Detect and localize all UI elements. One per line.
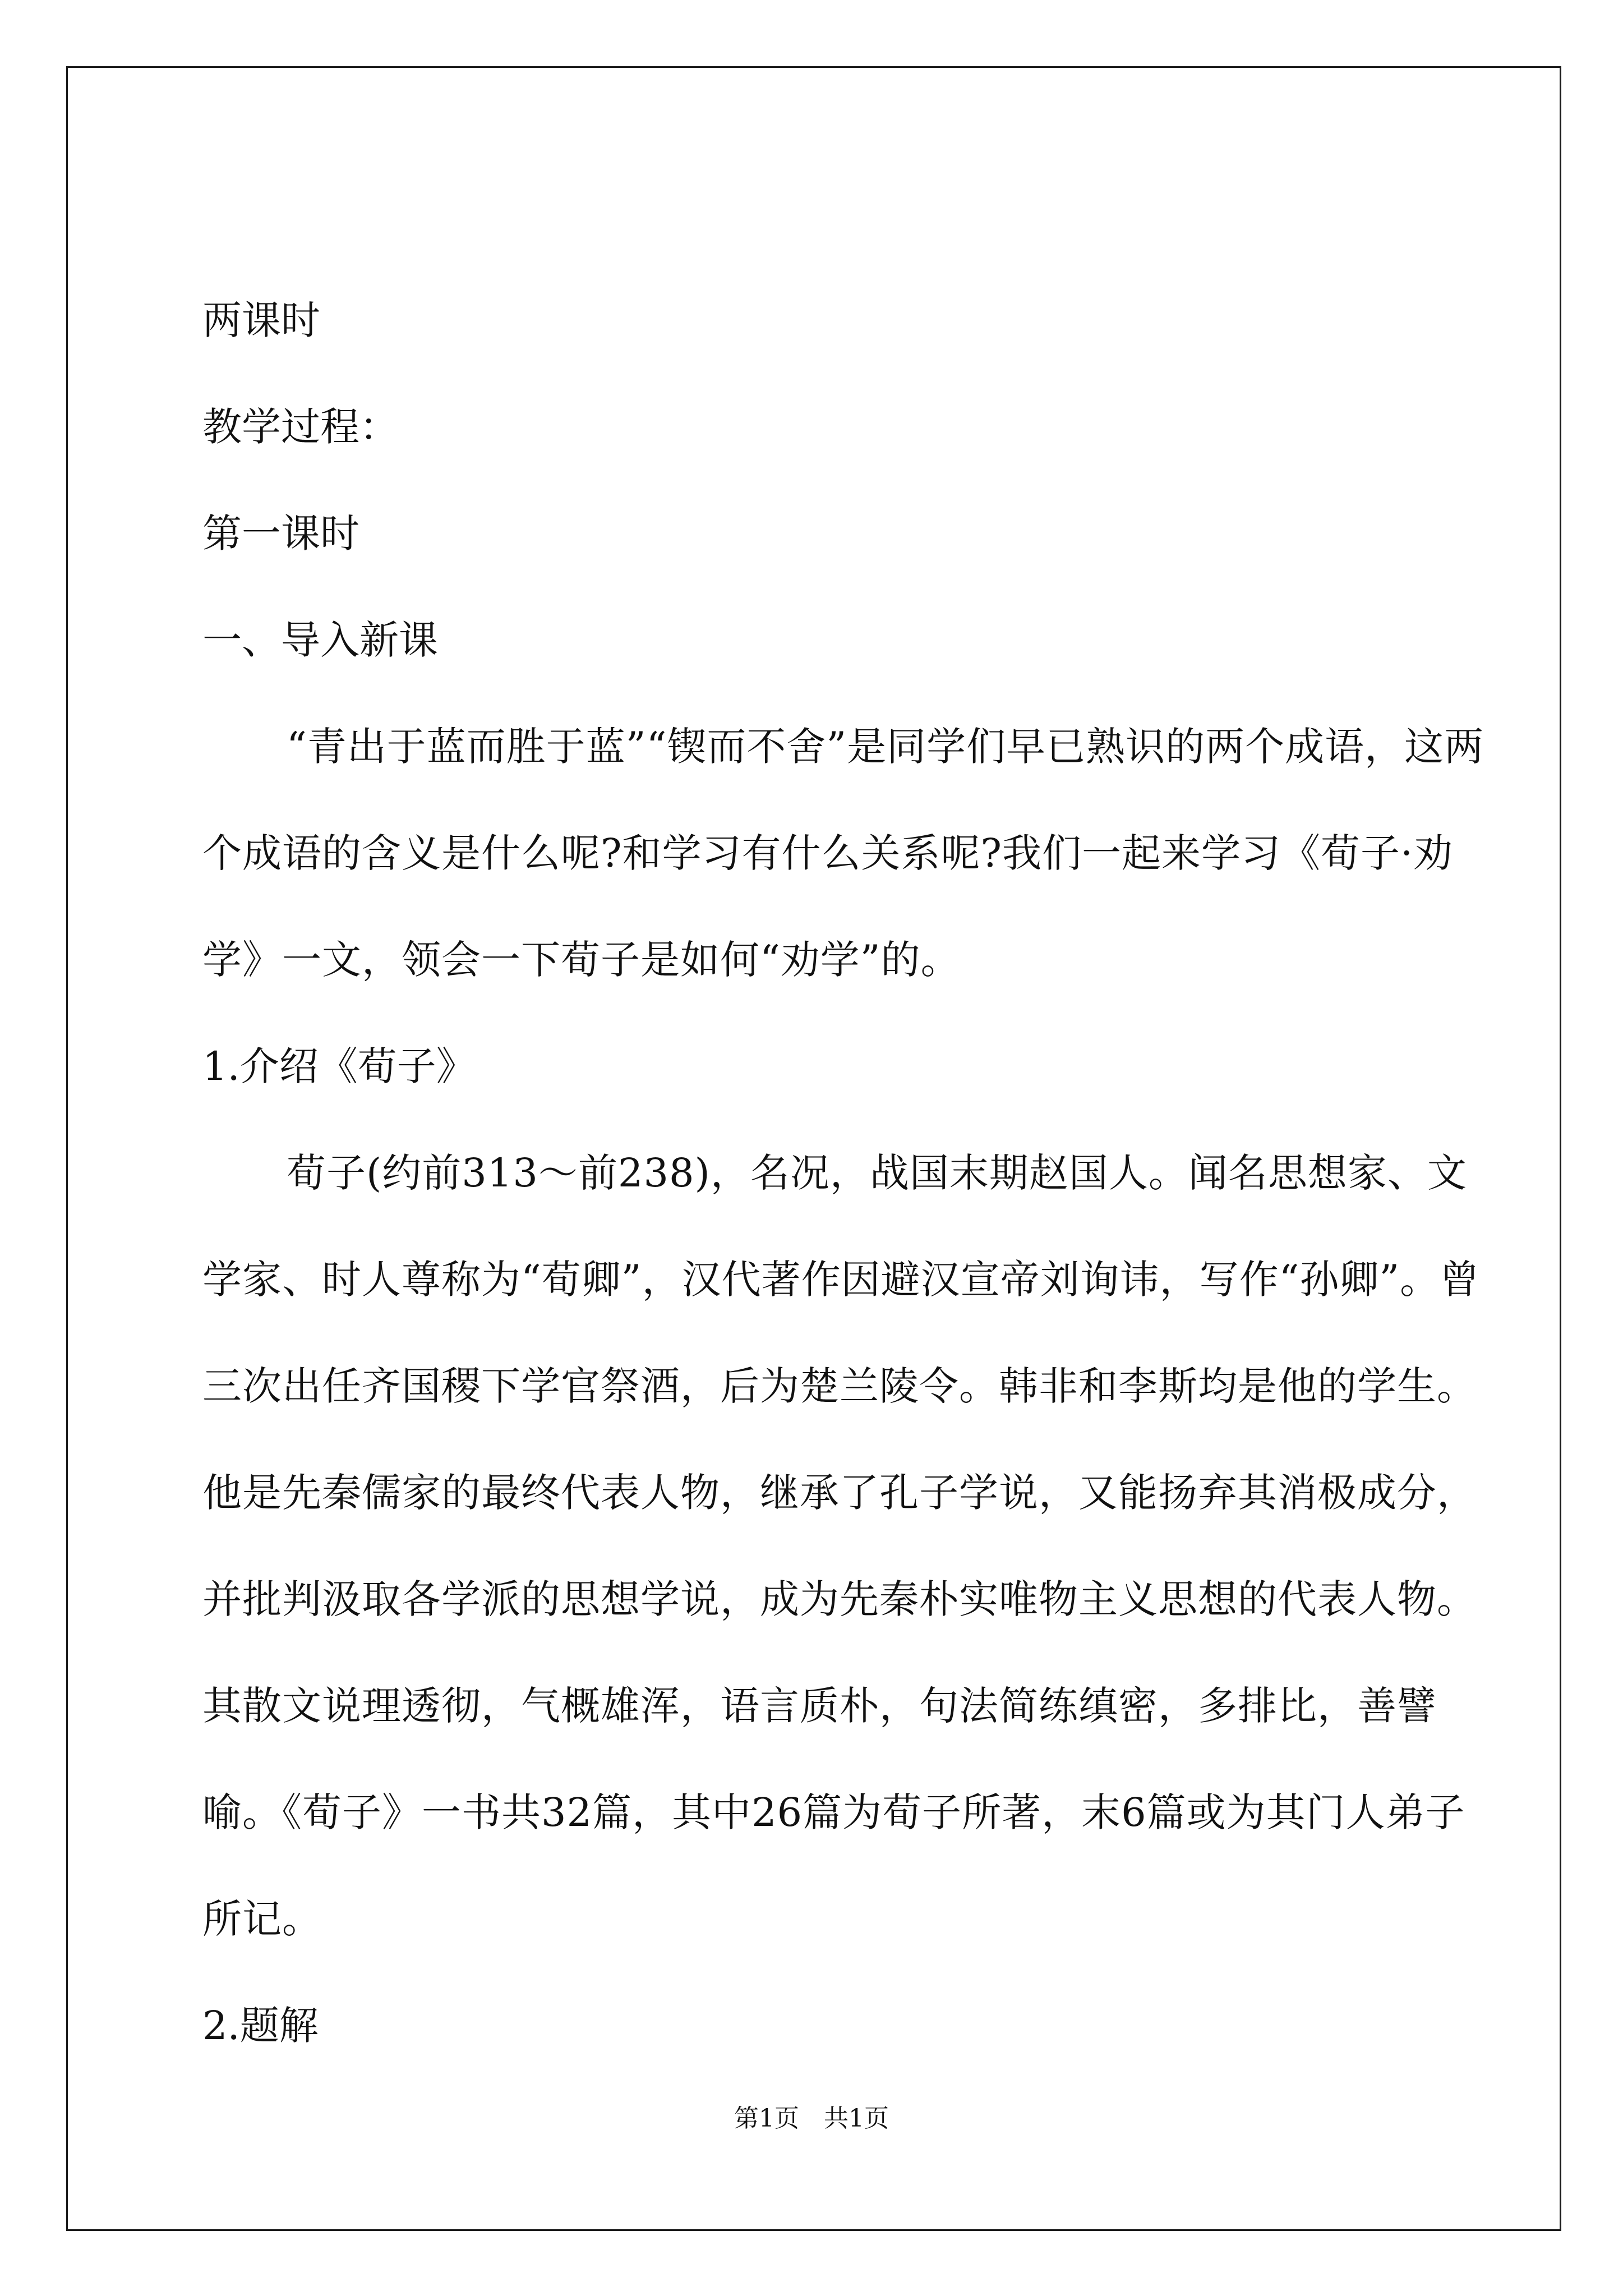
paragraph-first-lesson: 第一课时 — [202, 510, 359, 556]
paragraph-teaching-process: 教学过程： — [202, 404, 399, 450]
paragraph-intro-text: “青出于蓝而胜于蓝”“锲而不舍”是同学们早已熟识的两个成语，这两个成语的含义是什么呢?和学习有什么关系呢?我们一起来学习《荀子·劝学》一文，领会一下荀子是如何“劝学”的。 — [202, 724, 1484, 983]
paragraph-heading-xunzi: 1.介绍《荀子》 — [202, 1043, 476, 1089]
paragraph-section-intro: 一、导入新课 — [202, 617, 438, 663]
paragraph-lesson-count: 两课时 — [202, 297, 320, 343]
page-footer: 第1页 共1页 — [734, 2104, 889, 2133]
paragraph-heading-title-explanation: 2.题解 — [202, 2003, 319, 2049]
page-frame — [66, 66, 1561, 2231]
paragraph-xunzi-bio: 荀子(约前313～前238)，名况，战国末期赵国人。闻名思想家、文学家、时人尊称为“荀卿”，汉代著作因避汉宣帝刘询讳，写作“孙卿”。曾三次出任齐国稷下学官祭酒，后为楚兰陵令。韩非和李斯均是他的学生。他是先秦儒家的最终代表人物，继承了孔子学说，又能扬弃其消极成分，并批判汲取各学派的思想学说，成为先秦朴实唯物主义思想的代表人物。其散文说理透彻，气概雄浑，语言质朴，句法简练缜密，多排比，善譬喻。《荀子》一书共32篇，其中26篇为荀子所著，末6篇或为其门人弟子所记。 — [202, 1150, 1480, 1942]
document-body — [68, 68, 1560, 2229]
